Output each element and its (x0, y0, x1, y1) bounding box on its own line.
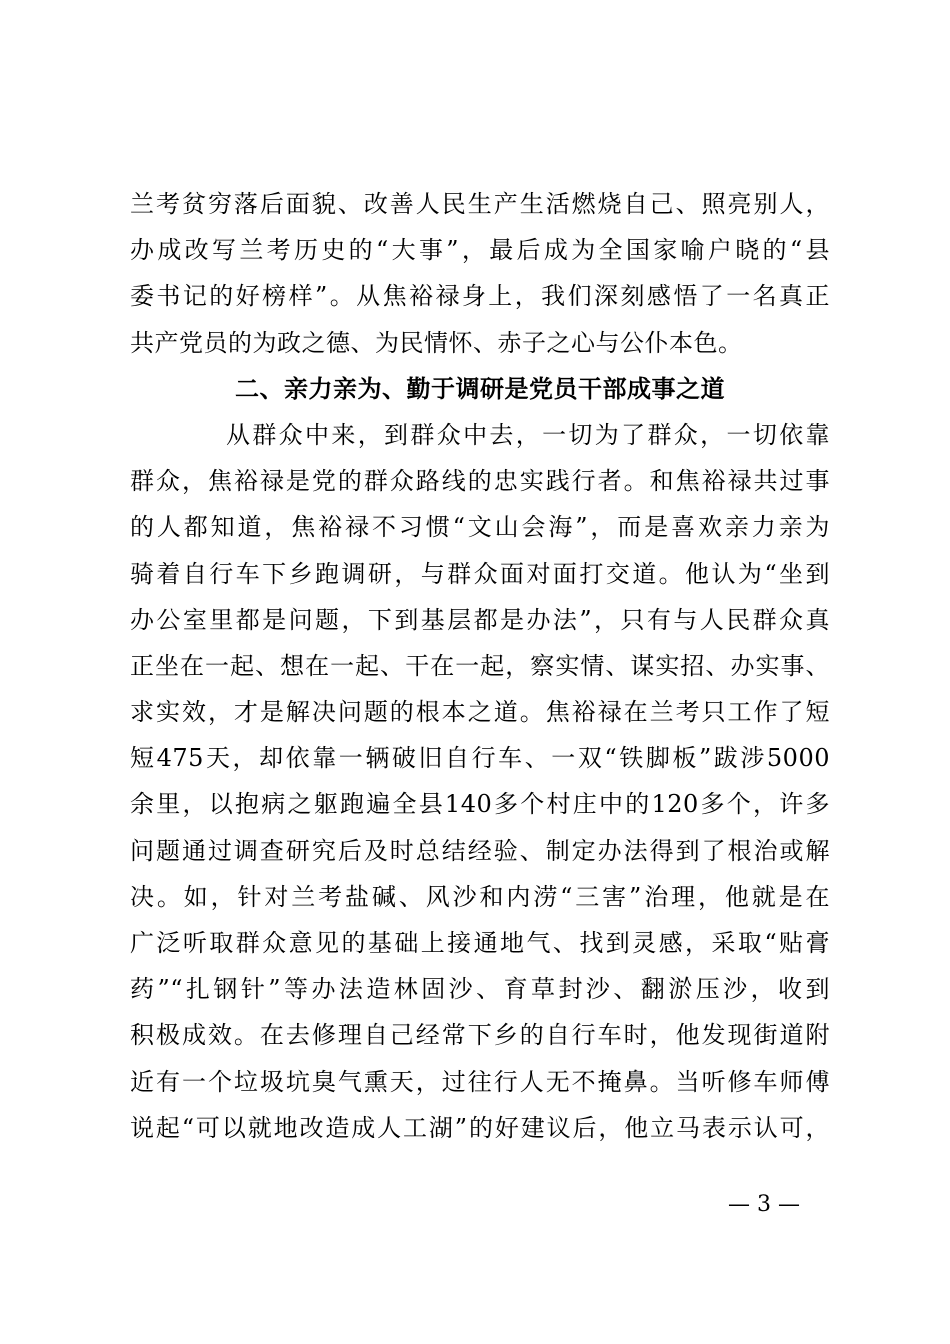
body-text (130, 181, 830, 1151)
page-number: — 3 — (728, 1192, 800, 1217)
text-line: 正坐在一起、想在一起、干在一起，察实情、谋实招、办实事、 (130, 651, 830, 680)
text-line: 求实效，才是解决问题的根本之道。焦裕禄在兰考只工作了短 (130, 698, 830, 727)
text-line: 骑着自行车下乡跑调研，与群众面对面打交道。他认为“坐到 (130, 559, 830, 588)
text-line: 决。如，针对兰考盐碱、风沙和内涝“三害”治理，他就是在 (130, 882, 830, 911)
section-heading: 二、亲力亲为、勤于调研是党员干部成事之道 (235, 374, 725, 403)
text-line: 共产党员的为政之德、为民情怀、赤子之心与公仆本色。 (130, 328, 743, 357)
text-line: 群众，焦裕禄是党的群众路线的忠实践行者。和焦裕禄共过事 (130, 467, 830, 496)
paragraph-1 (130, 181, 830, 366)
text-line: 兰考贫穷落后面貌、改善人民生产生活燃烧自己、照亮别人， (130, 190, 830, 218)
text-line: 办成改写兰考历史的“大事”，最后成为全国家喻户晓的“县 (130, 236, 830, 265)
text-line: 短475天，却依靠一辆破旧自行车、一双“铁脚板”跋涉5000 (130, 744, 830, 773)
text-line: 广泛听取群众意见的基础上接通地气、找到灵感，采取“贴膏 (130, 929, 830, 957)
text-line: 办公室里都是问题，下到基层都是办法”，只有与人民群众真 (130, 605, 830, 634)
text-line: 委书记的好榜样”。从焦裕禄身上，我们深刻感悟了一名真正 (130, 282, 830, 311)
paragraph-2 (130, 412, 830, 1151)
text-line: 从群众中来，到群众中去，一切为了群众，一切依靠 (226, 420, 830, 449)
text-line: 的人都知道，焦裕禄不习惯“文山会海”，而是喜欢亲力亲为 (130, 513, 830, 542)
text-line: 积极成效。在去修理自己经常下乡的自行车时，他发现街道附 (130, 1021, 830, 1050)
text-line: 余里，以抱病之躯跑遍全县140多个村庄中的120多个，许多 (130, 790, 830, 819)
text-line: 说起“可以就地改造成人工湖”的好建议后，他立马表示认可， (130, 1113, 830, 1142)
text-line: 近有一个垃圾坑臭气熏天，过往行人无不掩鼻。当听修车师傅 (130, 1067, 830, 1096)
text-line: 药”“扎钢针”等办法造林固沙、育草封沙、翻淤压沙，收到 (130, 975, 830, 1004)
text-line: 问题通过调查研究后及时总结经验、制定办法得到了根治或解 (130, 836, 830, 865)
